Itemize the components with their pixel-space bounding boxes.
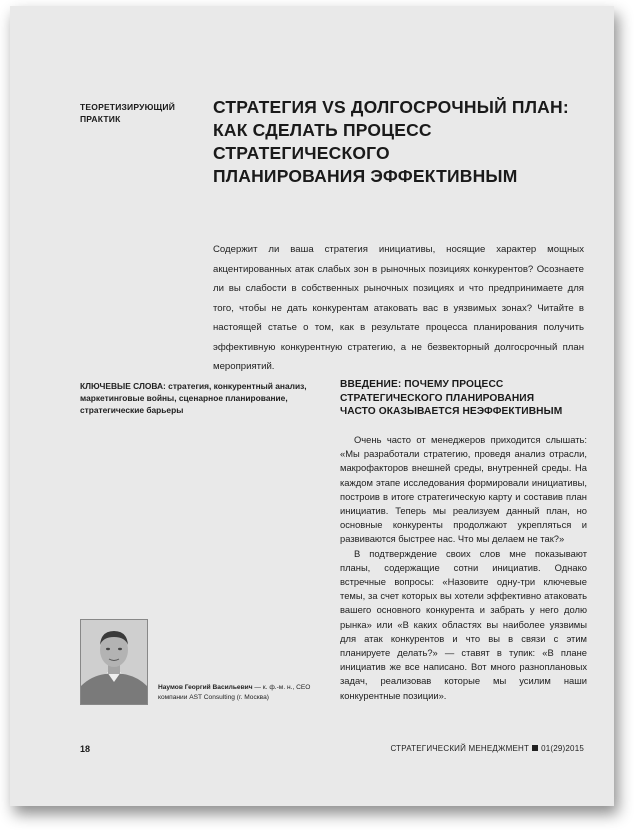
author-portrait-icon [81, 620, 147, 704]
article-title [213, 96, 603, 188]
author-description: — к. ф.-м. н., CEO компании AST Consulting (г. Москва) [158, 684, 311, 701]
keywords-text: стратегия, конкурентный анализ, маркетинговые войны, сценарное планирование, стратегические барьеры [80, 381, 307, 415]
body-text [340, 433, 587, 703]
author-name: Наумов Георгий Васильевич [158, 684, 253, 691]
page-number: 18 [80, 744, 91, 754]
title-line: КАК СДЕЛАТЬ ПРОЦЕСС СТРАТЕГИЧЕСКОГО [213, 120, 432, 163]
title-line: ПЛАНИРОВАНИЯ ЭФФЕКТИВНЫМ [213, 166, 518, 186]
section-heading-line: СТРАТЕГИЧЕСКОГО ПЛАНИРОВАНИЯ [340, 392, 535, 404]
section-heading [340, 378, 590, 419]
rubric [80, 101, 190, 125]
author-caption [158, 683, 326, 703]
journal-issue: 01(29)2015 [541, 744, 584, 753]
body-paragraph: Очень часто от менеджеров приходится слышать: «Мы разработали стратегию, проведя анализ отрасли, макрофакторов внешней среды, внутренней среды. На каждом этапе исследования формировали инициативы, построив в итоге стратегическую карту и составив план инициатив. Теперь мы реализуем данный план, но основные конкуренты продолжают укрепляться и развиваются быстрее нас. Что мы делаем не так?» [340, 434, 587, 545]
keywords-label: КЛЮЧЕВЫЕ СЛОВА: [80, 381, 166, 391]
section-heading-line: ЧАСТО ОКАЗЫВАЕТСЯ НЕЭФФЕКТИВНЫМ [340, 406, 563, 417]
title-line: СТРАТЕГИЯ VS ДОЛГОСРОЧНЫЙ ПЛАН: [213, 97, 569, 117]
keywords [80, 380, 318, 416]
square-bullet-icon [532, 745, 538, 751]
lead-paragraph: Содержит ли ваша стратегия инициативы, носящие характер мощных акцентированных атак слабых зон в рыночных позициях конкурентов? Осознаете ли вы слабости в собственных рыночных позициях и что предпринимаете для того, чтобы не дать конкурентам атаковать вас в уязвимых зонах? Читайте в настоящей статье о том, как в результате процесса планирования получить эффективную конкурентную стратегию, а не безвекторный долгосрочный план мероприятий. [213, 244, 584, 372]
body-paragraph: В подтверждение своих слов мне показывают планы, содержащие сотни инициатив. Однако встречные вопросы: «Назовите одну-три ключевые темы, за счет которых вы хотели эффективно атаковать вашего основного конкурента и забрать у него долю рынка» или «В каких областях вы наиболее уязвимы для атак конкурентов и что вы в связи с этим планируете делать?» — ставят в тупик: «В плане инициатив же все написано. Вот много разноплановых задач, реализовав которые мы усилим наши конкурентные позиции». [340, 547, 587, 701]
rubric-line: ТЕОРЕТИЗИРУЮЩИЙ [80, 102, 176, 112]
journal-name: СТРАТЕГИЧЕСКИЙ МЕНЕДЖМЕНТ [390, 744, 530, 753]
section-heading-line: ВВЕДЕНИЕ: ПОЧЕМУ ПРОЦЕСС [340, 379, 504, 390]
rubric-line: ПРАКТИК [80, 114, 121, 124]
author-photo [80, 619, 148, 705]
journal-footer [390, 744, 584, 753]
